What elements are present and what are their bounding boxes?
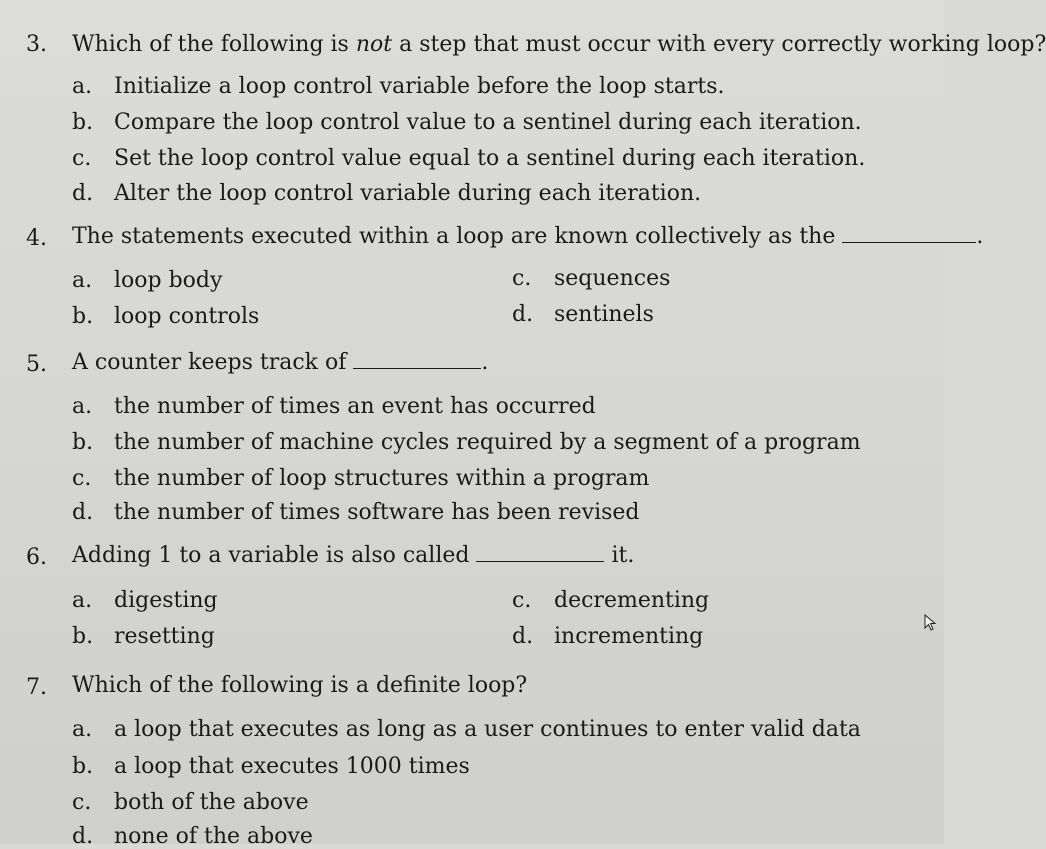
emphasis-not: not — [355, 32, 393, 57]
question-number: 5. — [26, 352, 47, 377]
option-c[interactable]: c. sequences — [512, 266, 671, 291]
option-c[interactable]: c. both of the above — [72, 790, 309, 815]
question-number: 6. — [26, 545, 47, 570]
option-a[interactable]: a. digesting — [72, 588, 218, 613]
option-a[interactable]: a. a loop that executes as long as a user continues to enter valid data — [72, 717, 861, 742]
option-d[interactable]: d. Alter the loop control variable during each iteration. — [72, 181, 702, 206]
option-b[interactable]: b. loop controls — [72, 304, 260, 329]
option-d[interactable]: d. the number of times software has been revised — [72, 500, 640, 525]
option-d[interactable]: d. sentinels — [512, 302, 654, 327]
option-c[interactable]: c. Set the loop control value equal to a sentinel during each iteration. — [72, 146, 866, 171]
question-text: Which of the following is not a step that must occur with every correctly working loop? — [72, 32, 1046, 57]
question-number: 4. — [26, 226, 47, 251]
option-d[interactable]: d. incrementing — [512, 624, 704, 649]
answer-blank[interactable] — [842, 224, 976, 243]
option-a[interactable]: a. Initialize a loop control variable before the loop starts. — [72, 74, 725, 99]
option-b[interactable]: b. resetting — [72, 624, 215, 649]
option-c[interactable]: c. decrementing — [512, 588, 710, 613]
question-text: The statements executed within a loop are known collectively as the . — [72, 224, 984, 249]
option-b[interactable]: b. the number of machine cycles required by a segment of a program — [72, 430, 861, 455]
question-number: 7. — [26, 675, 47, 700]
option-b[interactable]: b. a loop that executes 1000 times — [72, 754, 470, 779]
question-number: 3. — [26, 32, 47, 57]
question-text: Adding 1 to a variable is also called it. — [72, 543, 635, 568]
option-d[interactable]: d. none of the above — [72, 824, 313, 849]
question-text: A counter keeps track of . — [72, 350, 489, 375]
option-c[interactable]: c. the number of loop structures within a program — [72, 466, 650, 491]
mouse-cursor-icon — [924, 614, 938, 632]
option-a[interactable]: a. loop body — [72, 268, 223, 293]
question-text: Which of the following is a definite loop? — [72, 673, 528, 698]
option-b[interactable]: b. Compare the loop control value to a sentinel during each iteration. — [72, 110, 862, 135]
option-a[interactable]: a. the number of times an event has occurred — [72, 394, 596, 419]
answer-blank[interactable] — [353, 350, 481, 369]
answer-blank[interactable] — [476, 543, 604, 562]
